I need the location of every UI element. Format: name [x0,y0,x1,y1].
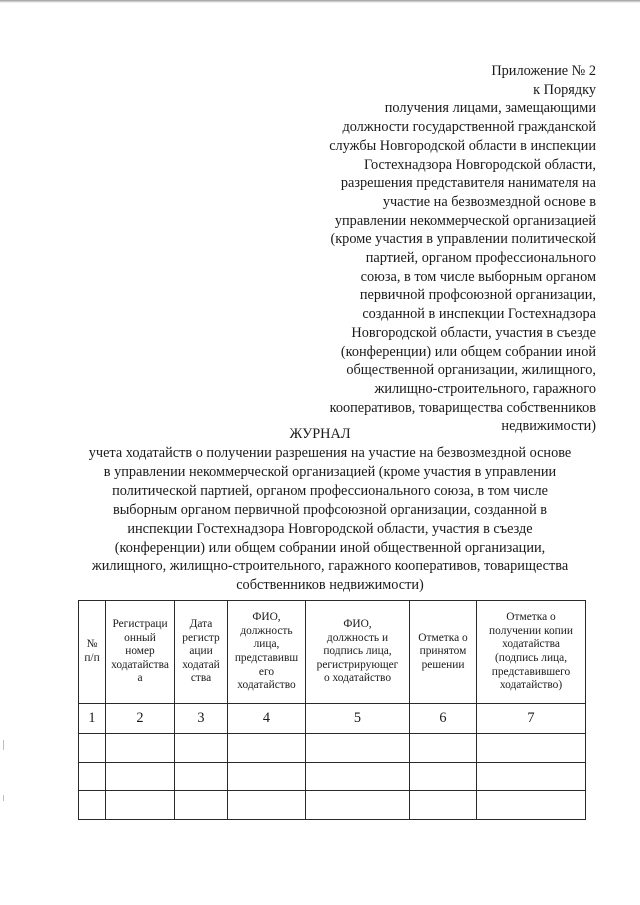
empty-cell [79,762,106,791]
empty-cell [228,762,306,791]
appendix-line: партией, органом профессионального [365,250,596,267]
empty-cell [79,791,106,820]
empty-cell [106,791,175,820]
column-number-cell: 7 [477,704,586,734]
appendix-line: службы Новгородской области в инспекции [329,137,596,154]
journal-description-line: политической партией, органом профессионального союза, в том числе [112,482,548,499]
appendix-line: Новгородской области, участия в съезде [351,324,596,341]
appendix-line: союза, в том числе выборным органом [360,268,596,285]
header-cell-registrar: ФИО, должность и подпись лица, регистрирующег о ходатайство [306,601,410,704]
empty-cell [410,791,477,820]
scan-artifact [3,795,4,801]
column-number-cell: 2 [106,704,175,734]
appendix-line: управлении некоммерческой организацией [334,212,596,229]
empty-cell [410,734,477,763]
journal-description [60,444,600,595]
scan-top-edge [0,0,640,3]
empty-cell [175,791,228,820]
journal-description-line: инспекции Гостехнадзора Новгородской области, участия в съезде [127,520,533,537]
table-row [79,791,586,820]
column-number-row [79,704,586,734]
appendix-line: должности государственной гражданской [342,119,596,136]
empty-cell [306,791,410,820]
empty-cell [79,734,106,763]
scan-artifact [3,740,4,750]
appendix-heading [276,62,596,436]
empty-cell [477,734,586,763]
appendix-line: получения лицами, замещающими [384,100,596,117]
journal-table [78,600,586,820]
column-number-cell: 5 [306,704,410,734]
empty-cell [477,762,586,791]
appendix-line: (конференции) или общем собрании иной [340,343,596,360]
empty-cell [175,734,228,763]
header-cell-registration-date: Дата регистр ации ходатай ства [175,601,228,704]
table-header-row [79,601,586,704]
empty-cell [410,762,477,791]
appendix-line: к Порядку [533,81,596,98]
appendix-line: недвижимости) [501,418,596,435]
journal-description-line: (конференции) или общем собрании иной общественной организации, [114,539,546,556]
header-cell-number: № п/п [79,601,106,704]
appendix-line: участие на безвозмездной основе в [382,193,596,210]
empty-cell [106,762,175,791]
appendix-line: (кроме участия в управлении политической [330,231,596,248]
journal-description-line: выборным органом первичной профсоюзной организации, созданной в [112,501,548,518]
table-row [79,734,586,763]
appendix-line: кооперативов, товарищества собственников [329,399,596,416]
empty-cell [175,762,228,791]
empty-cell [306,762,410,791]
column-number-cell: 3 [175,704,228,734]
empty-cell [228,734,306,763]
header-cell-decision: Отметка о принятом решении [410,601,477,704]
appendix-line: Гостехнадзора Новгородской области, [364,156,596,173]
appendix-line: созданной в инспекции Гостехнадзора [362,306,596,323]
journal-description-line: собственников недвижимости) [236,577,424,594]
appendix-line: Приложение № 2 [491,63,596,79]
empty-cell [477,791,586,820]
column-number-cell: 1 [79,704,106,734]
appendix-line: первичной профсоюзной организации, [359,287,596,304]
journal-title: ЖУРНАЛ [289,426,351,442]
journal-description-line: учета ходатайств о получении разрешения на участие на безвозмездной основе [88,445,572,461]
column-number-cell: 6 [410,704,477,734]
appendix-line: жилищно-строительного, гаражного [374,380,596,397]
empty-cell [228,791,306,820]
header-cell-registration-number: Регистраци онный номер ходатайства а [106,601,175,704]
appendix-line: разрешения представителя нанимателя на [340,175,596,192]
header-cell-applicant: ФИО, должность лица, представивш его ходатайство [228,601,306,704]
empty-cell [106,734,175,763]
empty-cell [306,734,410,763]
journal-description-line: в управлении некоммерческой организацией (кроме участия в управлении [103,463,557,480]
column-number-cell: 4 [228,704,306,734]
header-cell-copy-receipt: Отметка о получении копии ходатайства (подпись лица, представившего ходатайство) [477,601,586,704]
journal-description-line: жилищного, жилищно-строительного, гаражного кооперативов, товарищества [91,558,569,575]
table-row [79,762,586,791]
appendix-line: общественной организации, жилищного, [346,362,596,379]
